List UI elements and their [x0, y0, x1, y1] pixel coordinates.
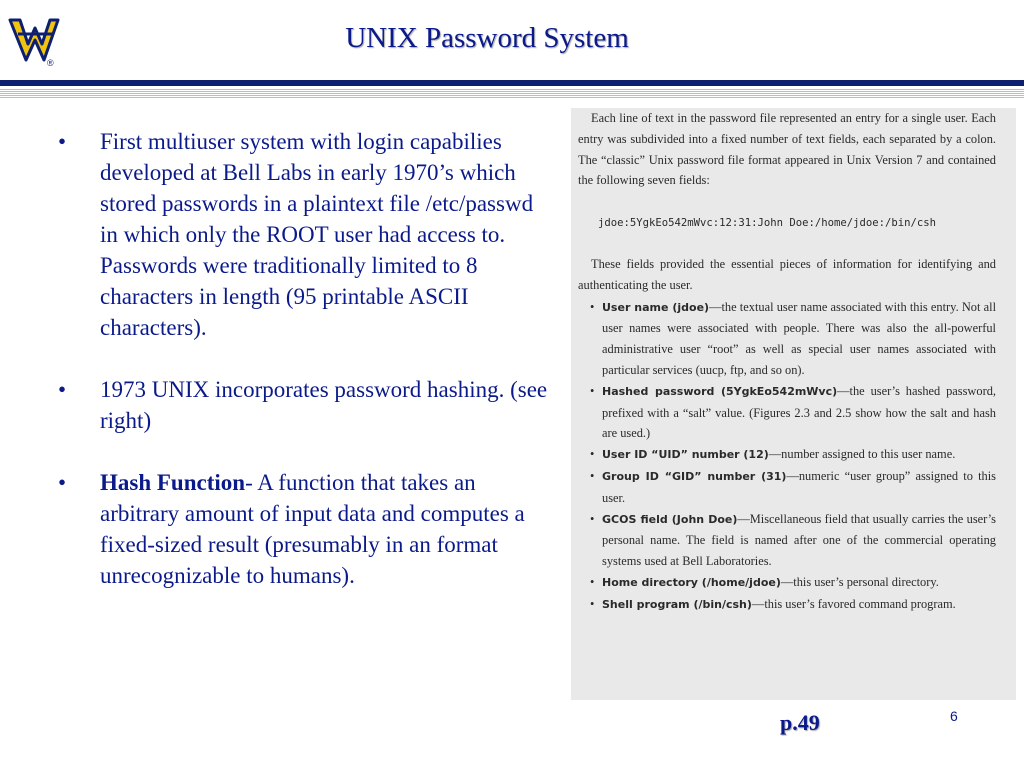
bullet-term: Hash Function [100, 470, 246, 495]
bullet-marker: • [58, 129, 67, 154]
registered-mark: ® [47, 58, 54, 68]
field-bullet: • [590, 596, 595, 611]
field-desc: —Miscellaneous field that usually carries the user’s personal name. The field is named after one of the commercial operating systems used at Bell Laboratories. [602, 511, 996, 569]
bullet-item [58, 374, 548, 436]
field-desc: —numeric “user group” assigned to this user. [602, 468, 996, 505]
field-bullet: • [590, 299, 595, 314]
header-band-navy [0, 80, 1024, 86]
field-item [578, 466, 996, 509]
field-desc: —this user’s favored command program. [751, 596, 956, 611]
slide-title [0, 22, 1024, 55]
passwd-example-line: jdoe:5YgkEo542mWvc:12:31:John Doe:/home/jdoe:/bin/csh [598, 217, 937, 230]
field-term: GCOS field (John Doe) [602, 512, 738, 526]
field-term: Hashed password (5YgkEo542mWvc) [602, 384, 838, 398]
bullet-marker: • [58, 377, 67, 402]
field-term: Home directory (/home/jdoe) [602, 575, 781, 589]
field-item [578, 572, 996, 594]
field-item [578, 509, 996, 572]
header-band-gold [0, 89, 1024, 99]
excerpt-lead: These fields provided the essential pieces of information for identifying and authenticating the user. [578, 256, 996, 292]
field-bullet: • [590, 511, 595, 526]
field-term: User ID “UID” number (12) [602, 448, 769, 462]
field-term: Shell program (/bin/csh) [602, 597, 752, 611]
bullet-text: 1973 UNIX incorporates password hashing. (see right) [100, 377, 548, 433]
field-bullet: • [590, 468, 595, 483]
field-bullet: • [590, 383, 595, 398]
field-term: Group ID “GID” number (31) [602, 469, 787, 483]
bullet-text: - A function that takes an arbitrary amount of input data and computes a fixed-sized result (presumably in an format unrecognizable to humans). [100, 470, 525, 588]
bullet-marker: • [58, 470, 67, 495]
textbook-excerpt [571, 108, 1016, 700]
bullet-item [58, 126, 548, 343]
bullet-text: First multiuser system with login capabilies developed at Bell Labs in early 1970’s which stored passwords in a plaintext file /etc/passwd in which only the ROOT user had access to. Passwords were traditionally limited to 8 characters in length (95 printable ASCII characters). [100, 129, 534, 340]
field-desc: —this user’s personal directory. [780, 574, 939, 589]
slide-title-text: UNIX Password System [345, 22, 629, 54]
field-desc: —the textual user name associated with this entry. Not all user names were associated with people. There was also the all-powerful administrative user “root” as well as special user names associated with particular services (uucp, ftp, and so on). [602, 299, 997, 377]
field-desc: —the user’s hashed password, prefixed with a “salt” value. (Figures 2.3 and 2.5 show how the salt and hash are used.) [602, 383, 996, 441]
page-reference: p.49 [780, 710, 820, 735]
field-term: User name (jdoe) [602, 300, 710, 314]
field-bullet: • [590, 447, 595, 462]
field-list [578, 297, 996, 616]
field-item [578, 381, 996, 444]
slide-number: 6 [950, 708, 958, 724]
field-item [578, 444, 996, 466]
bullet-list [58, 126, 548, 622]
field-desc: —number assigned to this user name. [768, 447, 956, 462]
bullet-item [58, 467, 548, 591]
field-item [578, 594, 996, 616]
field-item [578, 297, 996, 381]
excerpt-intro: Each line of text in the password file represented an entry for a single user. Each entry was subdivided into a fixed number of text fields, each separated by a colon. The “classic” Unix password file format appeared in Unix Version 7 and contained the following seven fields: [578, 111, 996, 188]
field-bullet: • [590, 574, 595, 589]
